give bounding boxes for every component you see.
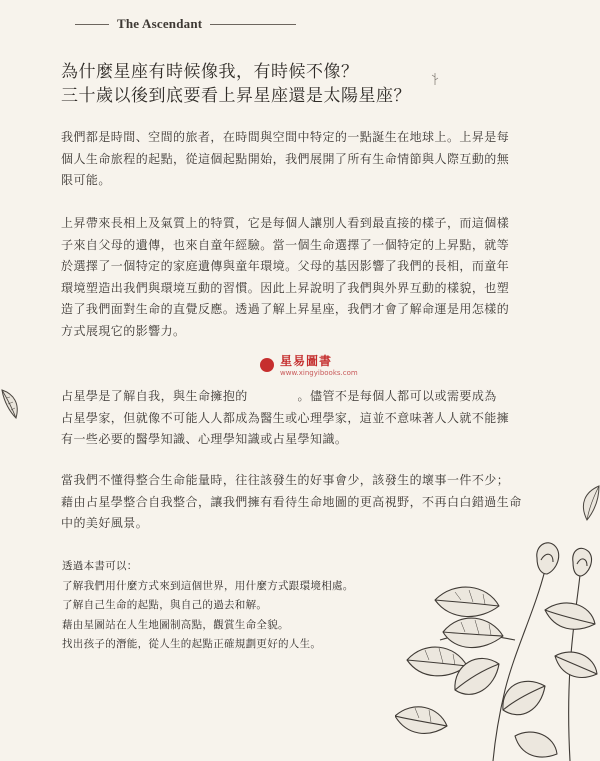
paragraph-2 [61, 213, 557, 342]
paragraph-line: 我們都是時間、空間的旅者，在時間與空間中特定的一點誕生在地球上。上昇是每 [61, 130, 510, 144]
paragraph-1 [61, 127, 557, 192]
paragraph-line: 藉由占星學整合自我整合，讓我們擁有看待生命地圖的更高視野，不再白白錯過生命 [61, 494, 522, 509]
paragraph-line: 限可能。 [61, 173, 111, 187]
list-item: 了解我們用什麼方式來到這個世界，用什麼方式跟環境相處。 [62, 579, 354, 592]
header-title: The Ascendant [117, 16, 203, 31]
list-item: 找出孩子的潛能，從人生的起點正確規劃更好的人生。 [62, 638, 322, 650]
paragraph-line: 中的美好風景。 [61, 516, 149, 530]
feature-list [62, 557, 362, 655]
paragraph-line: 個人生命旅程的起點，從這個起點開始，我們展開了所有生命情節與人際互動的無 [61, 151, 510, 166]
paragraph-4 [61, 470, 557, 535]
header-rule-right [210, 24, 296, 25]
watermark-title: 星易圖書 [280, 354, 333, 368]
paragraph-line: 上昇帶來長相上及氣質上的特質，它是每個人讓別人看到最直接的樣子，而這個樣 [61, 216, 510, 230]
headline-line: 三十歲以後到底要看上昇星座還是太陽星座？ [61, 86, 411, 106]
paragraph-3 [61, 386, 557, 451]
watermark-seal-icon [260, 358, 274, 372]
paragraph-line: 有一些必要的醫學知識、心理學知識或占星學知識。 [61, 432, 348, 446]
paragraph-line: 占星學家，但就像不可能人人都成為醫生或心理學家，這並不意味著人人就不能擁 [61, 410, 510, 425]
headline-line: 為什麼星座有時候像我，有時候不像？ [61, 62, 359, 82]
paragraph-line: 方式展現它的影響力。 [61, 323, 186, 338]
list-intro: 透過本書可以： [62, 560, 138, 572]
list-item: 藉由星圖站在人生地圖制高點，觀賞生命全貌。 [62, 618, 289, 631]
paragraph-line: 於選擇了一個特定的家庭遺傳與童年環境。父母的基因影響了我們的長相，而童年 [61, 259, 510, 273]
paragraph-line: 造了我們面對生命的直覺反應。透過了解上昇星座，我們才會了解命運是用怎樣的 [61, 302, 510, 316]
paragraph-line: 占星學是了解自我，與生命擁抱的 。儘管不是每個人都可以或需要成為 [61, 389, 497, 403]
headline [61, 60, 541, 108]
watermark [260, 352, 358, 377]
paragraph-line: 子來自父母的遺傳，也來自童年經驗。當一個生命選擇了一個特定的上昇點，就等 [61, 237, 510, 252]
sprig-icon [430, 72, 440, 86]
running-header [75, 14, 296, 34]
rose-illustration-icon [395, 540, 600, 761]
side-leaf-icon [575, 484, 600, 522]
list-item: 了解自己生命的起點，與自己的過去和解。 [62, 599, 268, 611]
leaf-icon [0, 388, 22, 422]
paragraph-line: 環境塑造出我們與環境互動的習慣。因此上昇說明了我們與外界互動的樣貌，也塑 [61, 280, 510, 295]
watermark-url: www.xingyibooks.com [280, 369, 358, 377]
paragraph-line: 當我們不懂得整合生命能量時，往往該發生的好事會少，該發生的壞事一件不少； [61, 473, 510, 487]
header-rule-left [75, 24, 109, 25]
